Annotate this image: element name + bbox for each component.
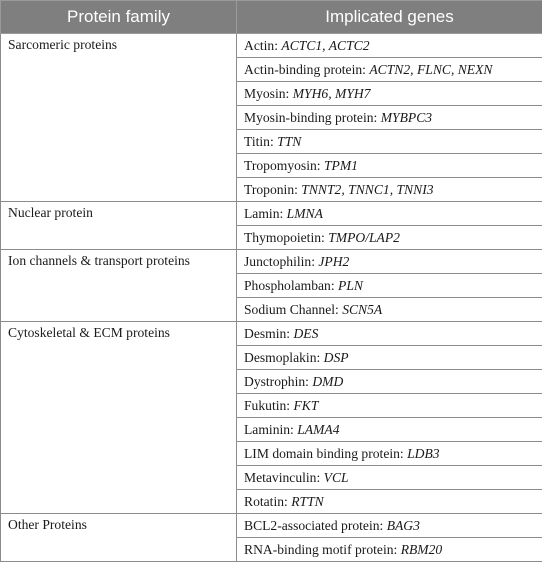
gene-cell bbox=[237, 226, 542, 250]
protein-label: Phospholamban: bbox=[244, 277, 339, 293]
gene-names: RTTN bbox=[291, 493, 324, 509]
gene-names: JPH2 bbox=[318, 253, 350, 269]
protein-label: Rotatin: bbox=[244, 493, 292, 509]
header-protein-family: Protein family bbox=[1, 1, 237, 34]
gene-cell bbox=[237, 154, 542, 178]
protein-label: Titin: bbox=[244, 133, 278, 149]
gene-names: DES bbox=[293, 325, 319, 341]
header-row bbox=[1, 1, 542, 34]
protein-label: Myosin: bbox=[244, 85, 293, 101]
protein-label: Tropomyosin: bbox=[244, 157, 324, 173]
protein-label: Desmin: bbox=[244, 325, 294, 341]
gene-names: RBM20 bbox=[400, 541, 443, 557]
gene-cell bbox=[237, 250, 542, 274]
table-row bbox=[1, 514, 542, 538]
gene-cell bbox=[237, 130, 542, 154]
gene-cell bbox=[237, 202, 542, 226]
table-header bbox=[1, 1, 542, 34]
gene-cell bbox=[237, 490, 542, 514]
gene-cell bbox=[237, 58, 542, 82]
gene-names: LAMA4 bbox=[297, 421, 340, 437]
protein-label: BCL2-associated protein: bbox=[244, 517, 387, 533]
protein-label: Sodium Channel: bbox=[244, 301, 343, 317]
gene-cell bbox=[237, 442, 542, 466]
protein-label: Actin-binding protein: bbox=[244, 61, 370, 77]
protein-family-cell: Nuclear protein bbox=[1, 202, 237, 250]
gene-cell bbox=[237, 322, 542, 346]
gene-names: DMD bbox=[312, 373, 344, 389]
gene-names: FKT bbox=[293, 397, 319, 413]
protein-label: Laminin: bbox=[244, 421, 298, 437]
gene-cell bbox=[237, 346, 542, 370]
gene-names: LMNA bbox=[286, 205, 323, 221]
protein-label: Troponin: bbox=[244, 181, 302, 197]
gene-cell bbox=[237, 418, 542, 442]
gene-names: TMPO/LAP2 bbox=[328, 229, 400, 245]
protein-label: Myosin-binding protein: bbox=[244, 109, 381, 125]
header-implicated-genes: Implicated genes bbox=[237, 1, 542, 34]
gene-names: TTN bbox=[277, 133, 302, 149]
gene-names: TPM1 bbox=[323, 157, 358, 173]
gene-cell bbox=[237, 538, 542, 562]
gene-cell bbox=[237, 514, 542, 538]
table-body bbox=[1, 34, 542, 562]
gene-names: ACTN2, FLNC, NEXN bbox=[369, 61, 493, 77]
table-row bbox=[1, 250, 542, 274]
gene-names: VCL bbox=[323, 469, 349, 485]
gene-names: SCN5A bbox=[342, 301, 383, 317]
gene-cell bbox=[237, 466, 542, 490]
gene-names: TNNT2, TNNC1, TNNI3 bbox=[301, 181, 434, 197]
protein-family-cell: Ion channels & transport proteins bbox=[1, 250, 237, 322]
protein-label: Fukutin: bbox=[244, 397, 294, 413]
table-row bbox=[1, 202, 542, 226]
table-row bbox=[1, 34, 542, 58]
gene-cell bbox=[237, 274, 542, 298]
gene-cell bbox=[237, 82, 542, 106]
gene-names: PLN bbox=[338, 277, 363, 293]
gene-cell bbox=[237, 178, 542, 202]
gene-cell bbox=[237, 370, 542, 394]
protein-label: Thymopoietin: bbox=[244, 229, 329, 245]
gene-names: ACTC1, ACTC2 bbox=[281, 37, 370, 53]
protein-family-cell: Cytoskeletal & ECM proteins bbox=[1, 322, 237, 514]
protein-label: Junctophilin: bbox=[244, 253, 319, 269]
protein-label: Lamin: bbox=[244, 205, 287, 221]
gene-names: MYBPC3 bbox=[380, 109, 433, 125]
gene-cell bbox=[237, 106, 542, 130]
protein-label: Actin: bbox=[244, 37, 282, 53]
protein-family-cell: Other Proteins bbox=[1, 514, 237, 562]
gene-names: DSP bbox=[323, 349, 349, 365]
gene-cell bbox=[237, 34, 542, 58]
protein-label: Dystrophin: bbox=[244, 373, 313, 389]
gene-names: BAG3 bbox=[386, 517, 420, 533]
table-row bbox=[1, 322, 542, 346]
gene-names: MYH6, MYH7 bbox=[292, 85, 371, 101]
protein-label: LIM domain binding protein: bbox=[244, 445, 408, 461]
protein-label: Desmoplakin: bbox=[244, 349, 324, 365]
protein-label: Metavinculin: bbox=[244, 469, 324, 485]
gene-names: LDB3 bbox=[407, 445, 440, 461]
protein-label: RNA-binding motif protein: bbox=[244, 541, 401, 557]
gene-cell bbox=[237, 394, 542, 418]
gene-cell bbox=[237, 298, 542, 322]
protein-family-cell: Sarcomeric proteins bbox=[1, 34, 237, 202]
